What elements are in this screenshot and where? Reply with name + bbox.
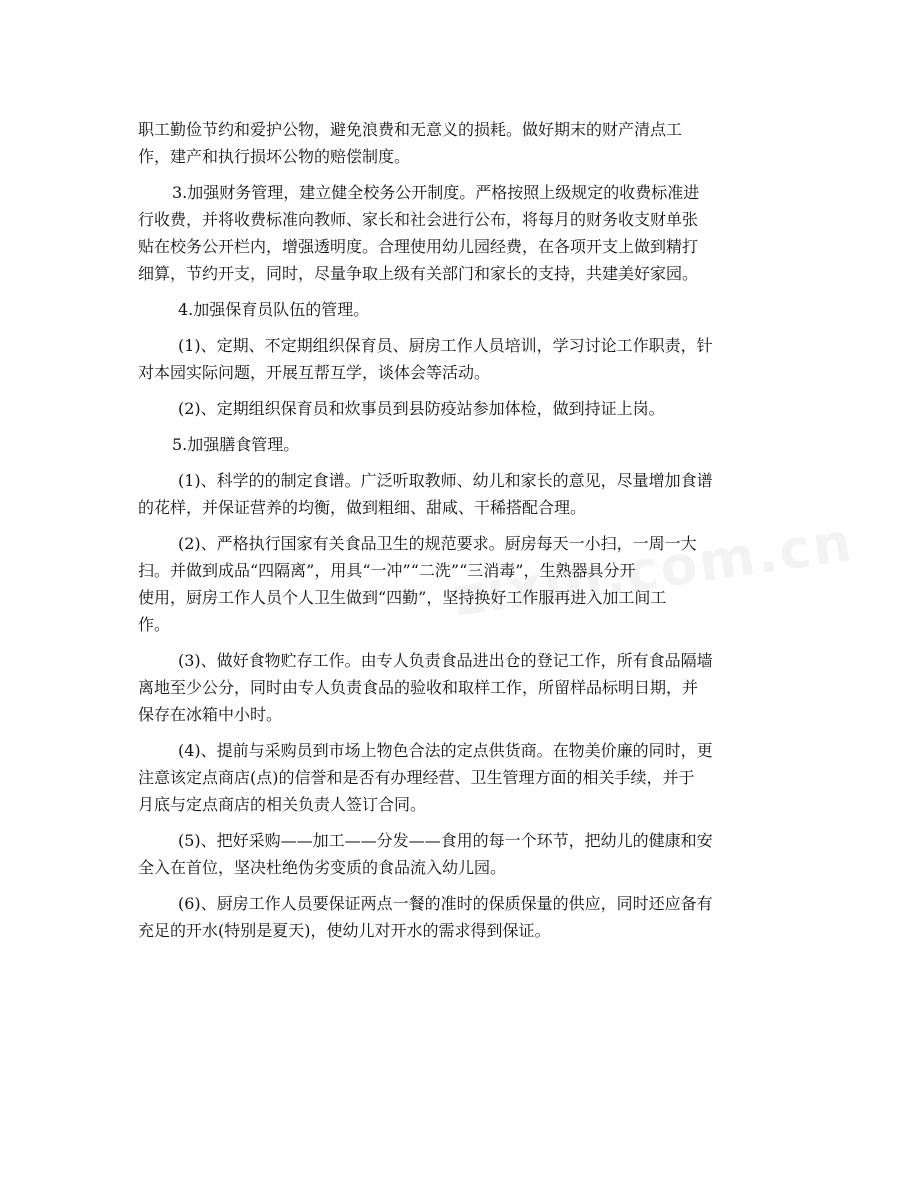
- paragraph: [138, 179, 778, 287]
- paragraph-line: 充足的开水(特别是夏天)，使幼儿对开水的需求得到保证。: [138, 921, 551, 940]
- paragraph-line: (5)、把好采购——加工——分发——食用的每一个环节，把幼儿的健康和安: [178, 831, 713, 850]
- paragraph-gap: [138, 386, 778, 395]
- paragraph-line: 4.加强保育员队伍的管理。: [178, 300, 370, 319]
- paragraph-gap: [138, 521, 778, 530]
- paragraph-gap: [138, 422, 778, 431]
- paragraph-line: (1)、科学的的制定食谱。广泛听取教师、幼儿和家长的意见，尽量增加食谱: [178, 471, 713, 490]
- paragraph-line: 扫。并做到成品“四隔离”，用具“一冲”“二洗”“三消毒”，生熟器具分开: [138, 561, 636, 580]
- paragraph-gap: [138, 818, 778, 827]
- paragraph: [138, 395, 778, 422]
- paragraph-line: 的花样，并保证营养的均衡，做到粗细、甜咸、干稀搭配合理。: [138, 498, 587, 517]
- document-body: [138, 116, 778, 944]
- paragraph: [138, 647, 778, 728]
- paragraph-gap: [138, 728, 778, 737]
- paragraph: [138, 431, 778, 458]
- paragraph: [138, 737, 778, 818]
- paragraph-line: 细算，节约开支，同时，尽量争取上级有关部门和家长的支持，共建美好家园。: [138, 264, 699, 283]
- paragraph: [138, 332, 778, 386]
- paragraph-line: 保存在冰箱中小时。: [138, 705, 283, 724]
- paragraph-line: 职工勤俭节约和爱护公物，避免浪费和无意义的损耗。做好期末的财产清点工: [138, 120, 683, 139]
- paragraph-line: 3.加强财务管理，建立健全校务公开制度。严格按照上级规定的收费标准进: [172, 183, 700, 202]
- paragraph-line: (4)、提前与采购员到市场上物色合法的定点供货商。在物美价廉的同时，更: [178, 741, 713, 760]
- paragraph-gap: [138, 881, 778, 890]
- paragraph-gap: [138, 323, 778, 332]
- paragraph-line: (6)、厨房工作人员要保证两点一餐的准时的保质保量的供应，同时还应备有: [178, 894, 713, 913]
- paragraph: [138, 467, 778, 521]
- paragraph-line: 使用，厨房工作人员个人卫生做到“四勤”，坚持换好工作服再进入加工间工: [138, 588, 667, 607]
- paragraph-gap: [138, 170, 778, 179]
- paragraph-line: 离地至少公分，同时由专人负责食品的验收和取样工作，所留样品标明日期，并: [138, 678, 699, 697]
- paragraph-gap: [138, 638, 778, 647]
- paragraph-line: (1)、定期、不定期组织保育员、厨房工作人员培训，学习讨论工作职责，针: [178, 336, 713, 355]
- paragraph-line: 作。: [138, 615, 171, 634]
- paragraph-line: 作，建产和执行损坏公物的赔偿制度。: [138, 147, 411, 166]
- paragraph: [138, 296, 778, 323]
- paragraph-line: 贴在校务公开栏内，增强透明度。合理使用幼儿园经费，在各项开支上做到精打: [138, 237, 699, 256]
- paragraph: [138, 116, 778, 170]
- paragraph-line: 行收费，并将收费标准向教师、家长和社会进行公布，将每月的财务收支财单张: [138, 210, 699, 229]
- paragraph-line: (2)、定期组织保育员和炊事员到县防疫站参加体检，做到持证上岗。: [178, 399, 665, 418]
- paragraph: [138, 827, 778, 881]
- paragraph: [138, 530, 778, 638]
- paragraph-line: 5.加强膳食管理。: [172, 435, 300, 454]
- paragraph-line: 全入在首位，坚决杜绝伪劣变质的食品流入幼儿园。: [138, 858, 507, 877]
- paragraph: [138, 890, 778, 944]
- paragraph-line: 对本园实际问题，开展互帮互学，谈体会等活动。: [138, 363, 491, 382]
- paragraph-gap: [138, 458, 778, 467]
- paragraph-line: (3)、做好食物贮存工作。由专人负责食品进出仓的登记工作，所有食品隔墙: [178, 651, 713, 670]
- paragraph-line: 月底与定点商店的相关负责人签订合同。: [138, 795, 427, 814]
- paragraph-line: 注意该定点商店(点)的信誉和是否有办理经营、卫生管理方面的相关手续，并于: [138, 768, 695, 787]
- paragraph-line: (2)、严格执行国家有关食品卫生的规范要求。厨房每天一小扫，一周一大: [178, 534, 697, 553]
- paragraph-gap: [138, 287, 778, 296]
